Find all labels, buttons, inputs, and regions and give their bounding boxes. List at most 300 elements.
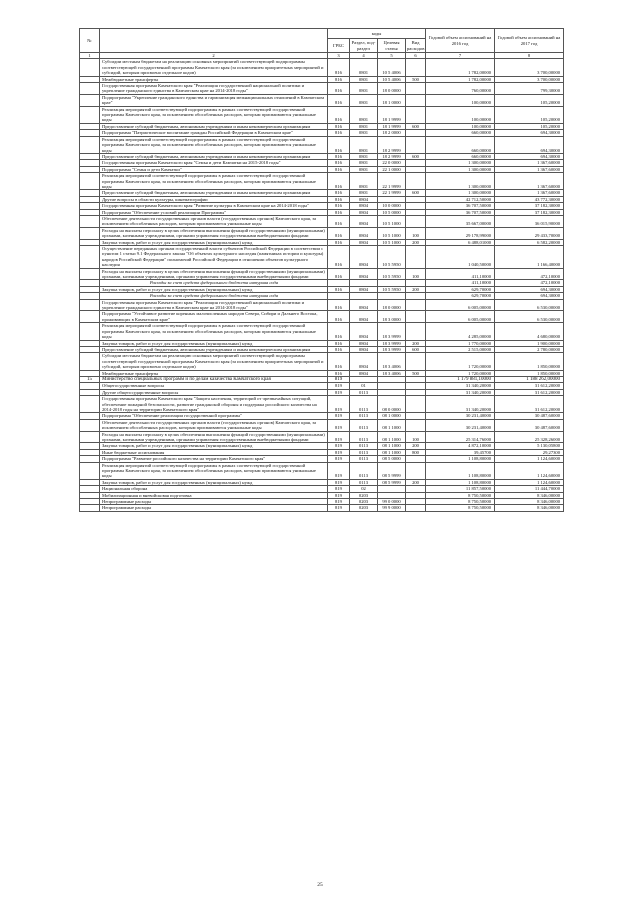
row-amount-2016: 31 340,20000 [426,396,495,413]
row-amount-2016: 36 707,50000 [426,209,495,215]
row-grbs: 819 [328,419,350,431]
row-grbs: 816 [328,246,350,269]
table-row [80,396,564,413]
row-amount-2016: 1 300,00000 [426,160,495,166]
row-amount-2017: 11 444,70000 [495,486,564,492]
row-name: Обеспечение деятельности государственных органов власти (государственных органов) Камчатского края, за исключением обособленных расходов, которым присваиваются уникальные коды [100,215,328,227]
table-row [80,299,564,311]
row-grbs: 816 [328,227,350,239]
row-grbs: 816 [328,340,350,346]
row-name: Государственная программа Камчатского края "Реализация государственной национальной политики и укрепление гражданского единства в Камчатском крае на 2014-2018 годы" [100,299,328,311]
row-razdel: 0113 [350,431,378,443]
budget-table [79,28,564,512]
row-target-article: 10 5 4006 [378,76,406,82]
row-number [80,173,100,190]
row-name: Предоставление субсидий бюджетным, автономным учреждениям и иным некоммерческим организациям [100,346,328,352]
header-year-2017: Годовой объем ассигнований на 2017 год [495,29,564,53]
row-amount-2016: 4 285,00000 [426,323,495,340]
table-row [80,419,564,431]
row-amount-2017: 31 612,20000 [495,383,564,389]
row-number [80,246,100,269]
row-razdel: 0804 [350,239,378,245]
row-number [80,59,100,76]
row-target-article: 18 3 0000 [378,311,406,323]
table-row [80,83,564,95]
row-expense-type [406,353,426,370]
row-target-article: 18 3 4006 [378,353,406,370]
row-name: Обеспечение деятельности государственных органов власти (государственных органов) Камчатского края, за исключением обособленных расходов, которым присваиваются уникальные коды [100,419,328,431]
row-amount-2016: 629,70000 [426,293,495,299]
row-amount-2016: 30 231,40000 [426,419,495,431]
row-amount-2017: 6 530,00000 [495,311,564,323]
row-expense-type: 600 [406,346,426,352]
row-name: Расходы на выплаты персоналу в целях обеспечения выполнения функций государственными (муниципальными) органами, казенными учреждениями, органами управления государственными внебюджетными фондами [100,431,328,443]
row-razdel: 0113 [350,419,378,431]
row-grbs: 816 [328,136,350,153]
row-amount-2016: 11 857,50000 [426,486,495,492]
row-target-article: 18 3 9999 [378,323,406,340]
row-grbs: 819 [328,479,350,485]
column-number-cell: 6 [406,53,426,59]
row-amount-2017: 6 582,20000 [495,239,564,245]
row-grbs: 816 [328,323,350,340]
row-number [80,268,100,280]
row-grbs: 816 [328,106,350,123]
row-razdel: 0801 [350,190,378,196]
row-amount-2016: 411,10000 [426,268,495,280]
row-grbs: 819 [328,389,350,395]
row-target-article: 18 0 0000 [378,299,406,311]
row-amount-2016: 100,00000 [426,106,495,123]
row-name: Закупка товаров, работ и услуг для государственных (муниципальных) нужд [100,443,328,449]
row-amount-2016: 1 720,00000 [426,353,495,370]
row-grbs: 819 [328,462,350,479]
row-amount-2017: 694,30000 [495,293,564,299]
table-row [80,268,564,280]
row-razdel: 0804 [350,227,378,239]
row-amount-2016: 30 231,40000 [426,413,495,419]
column-number-cell: 3 [328,53,350,59]
row-amount-2016: 8 750,50000 [426,499,495,505]
row-number: 15 [80,376,100,382]
row-name: Общегосударственные вопросы [100,383,328,389]
row-number [80,311,100,323]
row-grbs: 819 [328,499,350,505]
row-amount-2016: 1 108,80000 [426,479,495,485]
row-amount-2016: 35 667,00000 [426,215,495,227]
row-amount-2016: 760,00000 [426,83,495,95]
row-name: Реализация мероприятий соответствующей подпрограммы в рамках соответствующей государственной программы Камчатского края, за исключением обособленных расходов, которым присваиваются уникальные коды [100,323,328,340]
row-grbs: 816 [328,190,350,196]
row-grbs: 819 [328,443,350,449]
row-name: Подпрограмма "Патриотическое воспитание граждан Российской Федерации в Камчатском крае" [100,130,328,136]
row-name: Реализация мероприятий соответствующей подпрограммы в рамках соответствующей государственной программы Камчатского края, за исключением обособленных расходов, которым присваиваются уникальные коды [100,136,328,153]
row-expense-type [406,462,426,479]
row-expense-type: 800 [406,449,426,455]
row-number [80,83,100,95]
row-grbs: 816 [328,239,350,245]
row-razdel: 0804 [350,196,378,202]
row-grbs: 819 [328,505,350,511]
row-amount-2017: 3 700,00000 [495,76,564,82]
row-amount-2017: 1 367,60000 [495,190,564,196]
column-number-cell: 2 [100,53,328,59]
row-amount-2017: 694,30000 [495,136,564,153]
row-target-article: 18 3 9999 [378,340,406,346]
row-name: Иные бюджетные ассигнования [100,449,328,455]
row-name: Министерство специальных программ и по делам казачества Камчатского края [100,376,328,382]
row-name: Подпрограмма "Развитие российского казачества на территории Камчатского края" [100,456,328,462]
row-grbs: 816 [328,370,350,376]
row-name: Осуществление переданных органам государственной власти субъектов Российской Федерации в соответствии с пунктом 1 статьи 9.1 Федерального закона "Об объектах культурного наследия (памятниках истории и культуры) народов Российской Федерации" полномочий Российской Федерации в отношении объектов культурного наследия [100,246,328,269]
row-name: Национальная оборона [100,486,328,492]
row-name: Подпрограмма "Обеспечение реализации государственной программы" [100,413,328,419]
table-row [80,246,564,269]
header-grbs: ГРБС [328,39,350,53]
row-amount-2017: 694,30000 [495,286,564,292]
row-name: Другие общегосударственные вопросы [100,389,328,395]
row-amount-2017: 1 367,60000 [495,166,564,172]
row-grbs: 816 [328,94,350,106]
row-razdel: 0203 [350,505,378,511]
row-grbs: 816 [328,346,350,352]
row-grbs: 819 [328,456,350,462]
row-target-article: 08 0 0000 [378,396,406,413]
row-razdel: 0801 [350,123,378,129]
row-target-article: 18 2 9999 [378,153,406,159]
row-expense-type: 200 [406,479,426,485]
row-razdel: 0804 [350,215,378,227]
row-amount-2016: 1 108,80000 [426,456,495,462]
row-amount-2017: 694,30000 [495,130,564,136]
row-name: Государственная программа Камчатского края "Семья и дети Камчатки на 2015-2018 годы" [100,160,328,166]
row-amount-2017: 37 182,30000 [495,203,564,209]
page-number: 25 [317,882,323,888]
column-number-cell: 5 [378,53,406,59]
row-target-article: 18 2 9999 [378,136,406,153]
row-amount-2017: 1 166,40000 [495,246,564,269]
row-target-article: 18 1 9999 [378,123,406,129]
row-name: Расходы за счет средств федерального бюджета натурная сода [100,293,328,299]
row-name: Мобилизационная и вневойсковая подготовка [100,492,328,498]
row-name: Подпрограмма "Устойчивое развитие коренных малочисленных народов Севера, Сибири и Дальнего Востока, проживающих в Камчатском крае" [100,311,328,323]
row-grbs: 816 [328,196,350,202]
row-razdel: 0804 [350,268,378,280]
row-expense-type [406,59,426,76]
column-number-cell: 4 [350,53,378,59]
row-number [80,505,100,511]
row-name: Закупка товаров, работ и услуг для государственных (муниципальных) нужд [100,239,328,245]
row-name: Закупка товаров, работ и услуг для государственных (муниципальных) нужд [100,479,328,485]
row-name: Межбюджетные трансферты [100,370,328,376]
row-grbs: 816 [328,286,350,292]
row-expense-type: 600 [406,123,426,129]
row-grbs: 816 [328,160,350,166]
row-target-article: 08 5 9999 [378,479,406,485]
row-amount-2017: 694,30000 [495,153,564,159]
row-expense-type: 100 [406,431,426,443]
row-amount-2016: 629,70000 [426,286,495,292]
row-amount-2017: 1 124,60000 [495,462,564,479]
row-razdel: 0113 [350,396,378,413]
row-grbs: 816 [328,311,350,323]
row-expense-type: 500 [406,370,426,376]
row-name: Предоставление субсидий бюджетным, автономным учреждениям и иным некоммерческим организациям [100,190,328,196]
table-row [80,136,564,153]
row-name: Расходы за счет средств федерального бюджета натурная сода [100,280,328,286]
row-amount-2017: 30 487,60000 [495,413,564,419]
row-amount-2016: 39,45700 [426,449,495,455]
row-grbs: 819 [328,383,350,389]
row-amount-2017: 4 680,00000 [495,323,564,340]
row-name: Расходы на выплаты персоналу в целях обеспечения выполнения функций государственными (муниципальными) органами, казенными учреждениями, органами управления государственными внебюджетными фондами [100,268,328,280]
row-target-article: 10 5 5950 [378,286,406,292]
row-grbs: 816 [328,166,350,172]
row-amount-2016: 100,00000 [426,94,495,106]
row-amount-2017: 105,20000 [495,94,564,106]
row-target-article: 99 9 0000 [378,505,406,511]
row-name: Подпрограмма "Семья и дети Камчатки" [100,166,328,172]
row-name: Государственная программа Камчатского края "Защита населения, территорий от чрезвычайных ситуаций, обеспечение пожарной безопасности, развитие гражданской обороны и поддержка российского казачества на 2014-2018 годы на территории Камчатского края" [100,396,328,413]
row-name: Государственная программа Камчатского края "Реализация государственной национальной политики и укрепление гражданского единства в Камчатском крае на 2014-2018 годы" [100,83,328,95]
header-expense-type: Вид расходов [407,40,425,51]
row-name: Предоставление субсидий бюджетным, автономным учреждениям и иным некоммерческим организациям [100,153,328,159]
row-razdel: 0804 [350,246,378,269]
row-amount-2016: 8 750,50000 [426,492,495,498]
row-number [80,431,100,443]
table-row [80,94,564,106]
row-amount-2017: 37 182,30000 [495,209,564,215]
row-amount-2016: 660,00000 [426,136,495,153]
row-grbs: 816 [328,299,350,311]
row-grbs: 816 [328,268,350,280]
row-amount-2016: 411,10000 [426,280,495,286]
row-amount-2016: 660,00000 [426,153,495,159]
row-razdel: 0804 [350,340,378,346]
row-razdel: 0113 [350,462,378,479]
row-amount-2016: 2 515,00000 [426,346,495,352]
row-razdel: 0804 [350,323,378,340]
column-number-cell: 1 [80,53,100,59]
row-razdel: 0801 [350,83,378,95]
row-target-article: 08 1 1000 [378,431,406,443]
row-target-article: 18 3 9999 [378,346,406,352]
row-grbs: 819 [328,396,350,413]
row-target-article: 10 5 0000 [378,209,406,215]
row-razdel: 0804 [350,209,378,215]
row-amount-2017: 43 772,30000 [495,196,564,202]
row-amount-2016: 1 720,00000 [426,370,495,376]
row-razdel: 0113 [350,413,378,419]
row-target-article: 08 1 1000 [378,419,406,431]
table-row [80,462,564,479]
table-row [80,59,564,76]
row-amount-2017: 1 850,00000 [495,353,564,370]
row-amount-2016: 4 872,10000 [426,443,495,449]
row-amount-2016: 6 488,01000 [426,239,495,245]
row-razdel: 0804 [350,286,378,292]
row-grbs: 819 [328,413,350,419]
row-target-article: 18 0 0000 [378,83,406,95]
row-name: Реализация мероприятий соответствующей подпрограммы в рамках соответствующей государственной программы Камчатского края, за исключением обособленных расходов, которым присваиваются уникальные коды [100,106,328,123]
row-razdel: 0804 [350,346,378,352]
row-razdel: 01 [350,383,378,389]
row-name: Реализация мероприятий соответствующей подпрограммы в рамках соответствующей государственной программы Камчатского края, за исключением обособленных расходов, которым присваиваются уникальные коды [100,462,328,479]
row-razdel: 0801 [350,136,378,153]
row-grbs: 819 [328,486,350,492]
table-row [80,323,564,340]
row-razdel: 0804 [350,203,378,209]
row-amount-2016: 1 782,00000 [426,76,495,82]
row-number [80,215,100,227]
row-name: Субсидии местным бюджетам на реализацию основных мероприятий соответствующей подпрограммы соответствующей государственной программы Камчатского края (за исключением приоритетных мероприятий и субсидий, которым присвоено отдельное кодов) [100,59,328,76]
row-target-article: 18 1 0000 [378,94,406,106]
row-expense-type: 200 [406,443,426,449]
row-amount-2017: 2 780,00000 [495,346,564,352]
document-page [79,28,563,512]
row-expense-type: 600 [406,190,426,196]
row-expense-type [406,215,426,227]
row-amount-2017: 3 700,00000 [495,59,564,76]
row-number [80,462,100,479]
row-amount-2016: 1 770,00000 [426,340,495,346]
row-amount-2017: 36 015,90000 [495,215,564,227]
row-razdel: 02 [350,486,378,492]
row-number [80,94,100,106]
row-razdel: 0801 [350,153,378,159]
table-body [80,59,564,511]
row-target-article: 18 2 0000 [378,130,406,136]
row-grbs: 816 [328,203,350,209]
row-expense-type [406,246,426,269]
row-grbs: 816 [328,123,350,129]
row-target-article: 18 1 9999 [378,106,406,123]
row-amount-2017: 25 328,26000 [495,431,564,443]
row-amount-2017: 30 487,60000 [495,419,564,431]
row-expense-type [406,173,426,190]
row-expense-type [406,83,426,95]
row-target-article: 99 0 0000 [378,499,406,505]
row-grbs: 816 [328,173,350,190]
row-grbs: 816 [328,153,350,159]
row-target-article: 08 1 0000 [378,413,406,419]
row-razdel: 0801 [350,130,378,136]
table-row [80,215,564,227]
row-amount-2017: 1 367,60000 [495,173,564,190]
row-name: Другие вопросы в области культуры, кинематографии [100,196,328,202]
row-amount-2016: 25 314,76000 [426,431,495,443]
row-amount-2016: 1 782,00000 [426,59,495,76]
row-grbs: 816 [328,83,350,95]
row-grbs: 816 [328,353,350,370]
row-name: Непрограммные расходы [100,499,328,505]
row-razdel: 0801 [350,106,378,123]
table-row [80,431,564,443]
row-amount-2017: 1 124,60000 [495,479,564,485]
row-razdel: 0801 [350,160,378,166]
row-expense-type [406,419,426,431]
row-razdel: 0203 [350,499,378,505]
row-razdel: 0804 [350,299,378,311]
row-expense-type: 600 [406,153,426,159]
row-number [80,106,100,123]
row-target-article: 22 0 0000 [378,160,406,166]
row-razdel: 0804 [350,311,378,323]
row-number [80,396,100,413]
row-amount-2017: 5 130,05800 [495,443,564,449]
row-razdel: 0801 [350,173,378,190]
row-amount-2017: 6 530,00000 [495,299,564,311]
row-grbs: 816 [328,209,350,215]
row-number [80,299,100,311]
row-grbs: 816 [328,130,350,136]
row-razdel: 0801 [350,76,378,82]
row-razdel: 0203 [350,492,378,498]
row-amount-2016: 6 005,00000 [426,311,495,323]
row-amount-2017: 105,20000 [495,106,564,123]
row-razdel: 0113 [350,449,378,455]
row-amount-2016: 1 300,00000 [426,173,495,190]
row-amount-2016: 660,00000 [426,130,495,136]
row-razdel: 0113 [350,443,378,449]
row-name: Подпрограмма "Обеспечение условий реализации Программы" [100,209,328,215]
row-amount-2017: 105,20000 [495,123,564,129]
row-amount-2016: 1 300,00000 [426,190,495,196]
row-target-article: 08 1 1000 [378,449,406,455]
table-row [80,353,564,370]
row-number [80,353,100,370]
row-grbs: 816 [328,215,350,227]
row-razdel: 0804 [350,353,378,370]
row-amount-2017: 31 612,20000 [495,389,564,395]
row-name: Закупка товаров, работ и услуг для государственных (муниципальных) нужд [100,286,328,292]
row-expense-type: 500 [406,76,426,82]
row-number [80,419,100,431]
row-target-article: 10 5 4006 [378,59,406,76]
row-amount-2017: 1 367,60000 [495,160,564,166]
row-amount-2016: 36 707,50000 [426,203,495,209]
row-razdel: 0113 [350,389,378,395]
row-grbs: 819 [328,449,350,455]
row-name: Межбюджетные трансферты [100,76,328,82]
row-amount-2016: 6 005,00000 [426,299,495,311]
row-amount-2016: 1 040,50000 [426,246,495,269]
row-amount-2016: 8 750,50000 [426,505,495,511]
row-amount-2016: 1 179 881,10000 [426,376,495,382]
column-number-cell: 8 [495,53,564,59]
row-expense-type: 100 [406,268,426,280]
row-amount-2017: 472,10000 [495,268,564,280]
row-amount-2016: 29 178,99000 [426,227,495,239]
row-amount-2016: 42 712,50000 [426,196,495,202]
row-target-article: 10 5 1000 [378,227,406,239]
row-grbs: 819 [328,492,350,498]
column-number-cell: 7 [426,53,495,59]
row-number [80,323,100,340]
row-expense-type [406,311,426,323]
row-target-article: 10 5 1000 [378,215,406,227]
header-number: № [80,29,100,53]
row-grbs: 819 [328,376,350,382]
row-amount-2016: 31 340,20000 [426,383,495,389]
row-name: Непрограммные расходы [100,505,328,511]
row-target-article: 10 5 5950 [378,268,406,280]
row-expense-type [406,94,426,106]
row-target-article: 22 1 9999 [378,173,406,190]
row-amount-2017: 1 850,00000 [495,370,564,376]
row-expense-type: 200 [406,286,426,292]
table-row [80,106,564,123]
